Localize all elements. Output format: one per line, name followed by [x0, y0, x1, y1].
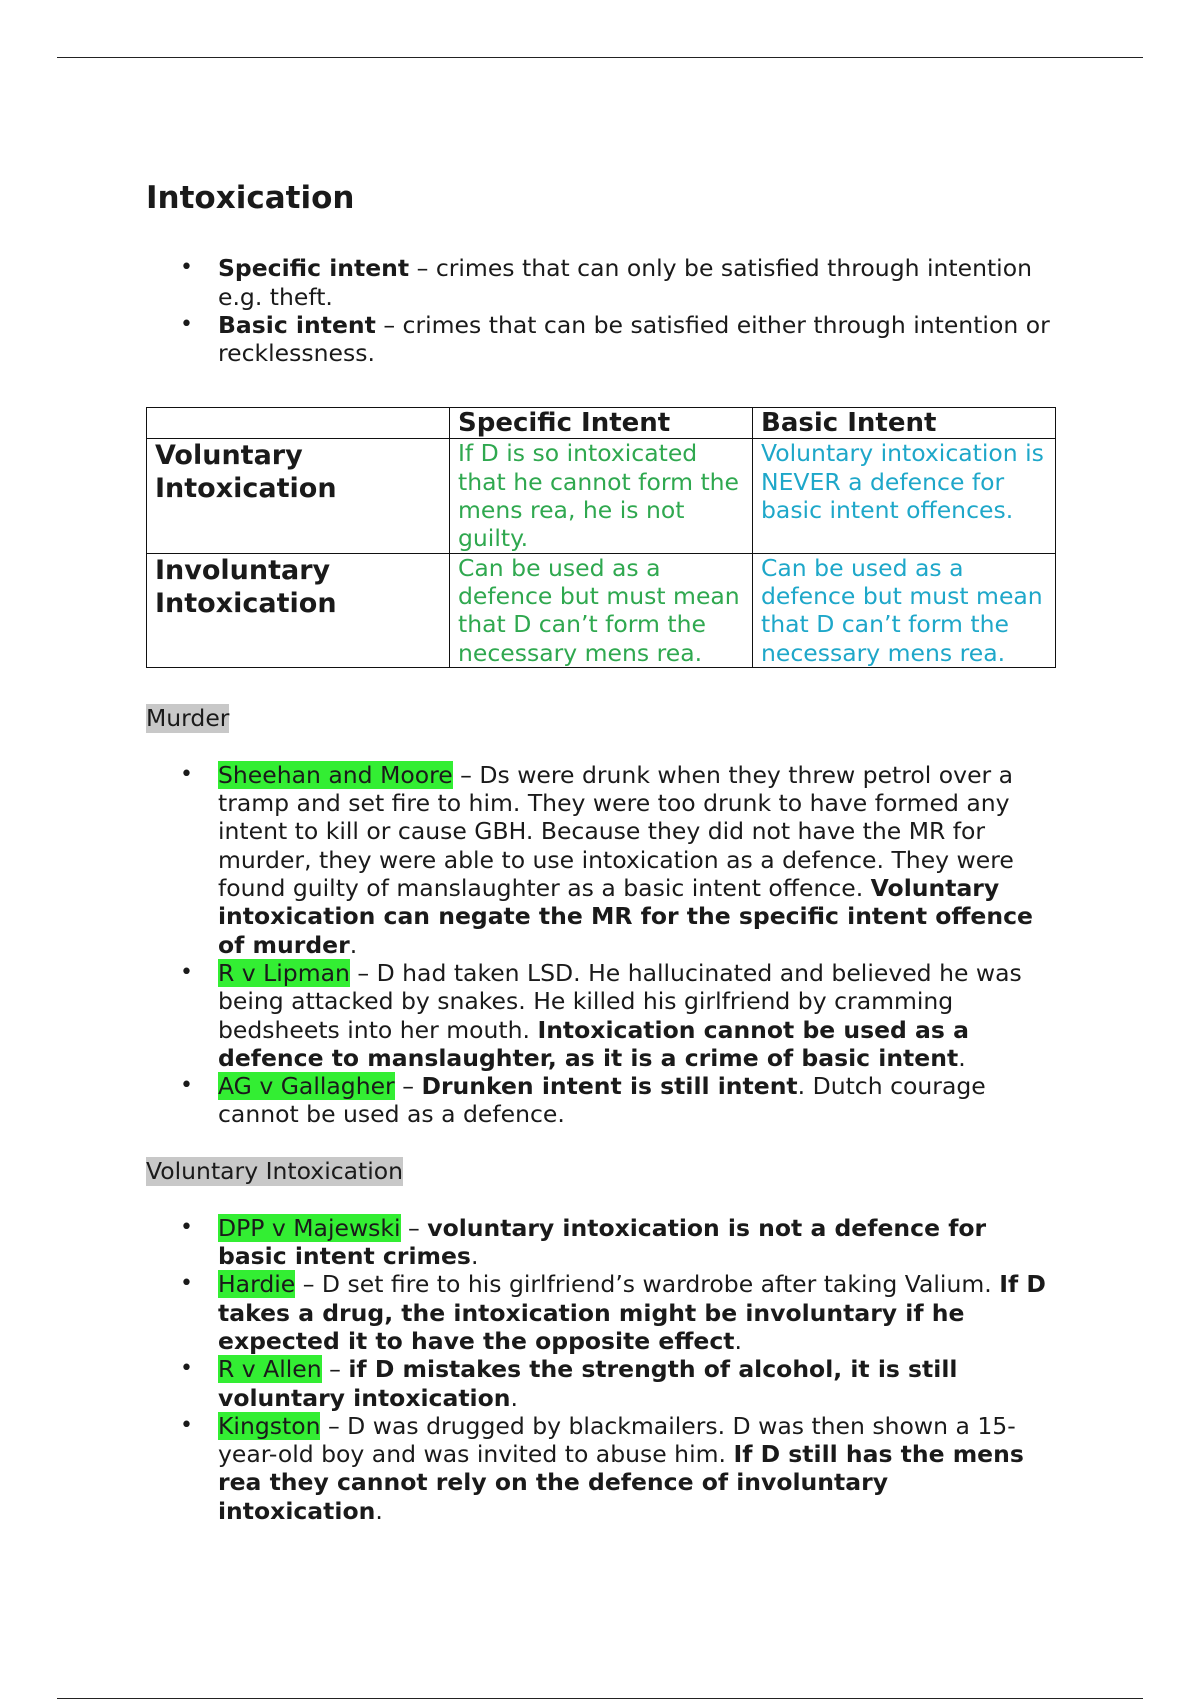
section-heading: Murder	[146, 703, 230, 732]
list-item	[146, 1355, 1056, 1412]
case-name: Hardie	[218, 1270, 296, 1299]
case-text: – Ds were drunk when they threw petrol over a tramp and set fire to him. They were too drunk to have formed any intent to kill or cause GBH. Because they did not have the MR for murder, they were able to use intoxication as a defence. They were found guilty of manslaughter as a basic intent offence.	[218, 760, 1014, 903]
murder-cases	[146, 761, 1056, 1129]
case-suffix: .	[470, 1242, 479, 1271]
list-item	[146, 1072, 1056, 1129]
case-text: –	[394, 1072, 422, 1101]
cell-voluntary-basic: Voluntary intoxication is NEVER a defence for basic intent offences.	[753, 439, 1056, 553]
row-header-involuntary: Involuntary Intoxication	[147, 553, 450, 667]
case-suffix: . Dutch courage cannot be used as a defence.	[218, 1072, 986, 1129]
page-title: Intoxication	[146, 180, 355, 216]
case-principle: Intoxication cannot be used as a defence to manslaughter, as it is a crime of basic intent	[218, 1015, 969, 1072]
list-item	[146, 959, 1056, 1072]
column-header-specific: Specific Intent	[450, 408, 753, 439]
case-name: AG v Gallagher	[218, 1072, 395, 1101]
footer-rule	[57, 1698, 1143, 1699]
list-item	[146, 1270, 1056, 1355]
cell-involuntary-basic: Can be used as a defence but must mean that D can’t form the necessary mens rea.	[753, 553, 1056, 667]
table-header-row	[147, 408, 1056, 439]
case-suffix: .	[375, 1496, 383, 1525]
intent-definitions	[146, 254, 1056, 367]
definition-text: – crimes that can be satisfied either through intention or recklessness.	[218, 310, 1050, 368]
case-principle: Voluntary intoxication can negate the MR for the specific intent offence of murder	[218, 874, 1033, 959]
definition-text: – crimes that can only be satisfied through intention e.g. theft.	[218, 254, 1032, 311]
case-principle: If D takes a drug, the intoxication might be involuntary if he expected it to have the opposite effect	[218, 1270, 1046, 1355]
list-item	[146, 1412, 1056, 1525]
section-heading: Voluntary Intoxication	[146, 1156, 404, 1185]
case-text: – D was drugged by blackmailers. D was then shown a 15-year-old boy and was invited to abuse him.	[218, 1411, 1016, 1469]
row-header-voluntary: Voluntary Intoxication	[147, 439, 450, 553]
case-text: –	[400, 1213, 428, 1242]
intoxication-table	[146, 407, 1056, 667]
case-name: DPP v Majewski	[218, 1213, 401, 1242]
case-text: –	[321, 1355, 349, 1384]
table-row	[147, 439, 1056, 553]
list-item	[146, 311, 1056, 368]
case-text: – D set fire to his girlfriend’s wardrobe after taking Valium.	[295, 1270, 1000, 1299]
list-item	[146, 761, 1056, 959]
section-murder	[146, 704, 1056, 761]
case-name: Kingston	[218, 1411, 321, 1440]
case-name: R v Lipman	[218, 958, 350, 987]
case-principle: if D mistakes the strength of alcohol, it is still voluntary intoxication	[218, 1355, 958, 1412]
section-voluntary-intoxication	[146, 1157, 1056, 1214]
definition-term: Specific intent	[218, 254, 410, 283]
list-item	[146, 254, 1056, 311]
cell-voluntary-specific: If D is so intoxicated that he cannot form the mens rea, he is not guilty.	[450, 439, 753, 553]
document-body	[146, 178, 1056, 1525]
case-name: Sheehan and Moore	[218, 760, 453, 789]
case-principle: voluntary intoxication is not a defence for basic intent crimes	[218, 1213, 987, 1271]
case-principle: If D still has the mens rea they cannot rely on the defence of involuntary intoxication	[218, 1440, 1024, 1525]
case-suffix: .	[349, 930, 358, 959]
list-item	[146, 1214, 1056, 1271]
case-suffix: .	[734, 1326, 742, 1355]
cell-involuntary-specific: Can be used as a defence but must mean that D can’t form the necessary mens rea.	[450, 553, 753, 667]
case-suffix: .	[958, 1043, 966, 1072]
column-header-basic: Basic Intent	[753, 408, 1056, 439]
case-principle: Drunken intent is still intent	[421, 1072, 798, 1101]
case-text: – D had taken LSD. He hallucinated and believed he was being attacked by snakes. He killed his girlfriend by cramming bedsheets into her mouth.	[218, 958, 1022, 1044]
header-rule	[57, 57, 1143, 58]
case-suffix: .	[510, 1383, 518, 1412]
voluntary-cases	[146, 1214, 1056, 1525]
table-corner-cell	[147, 408, 450, 439]
case-name: R v Allen	[218, 1355, 322, 1384]
table-row	[147, 553, 1056, 667]
definition-term: Basic intent	[218, 310, 376, 339]
